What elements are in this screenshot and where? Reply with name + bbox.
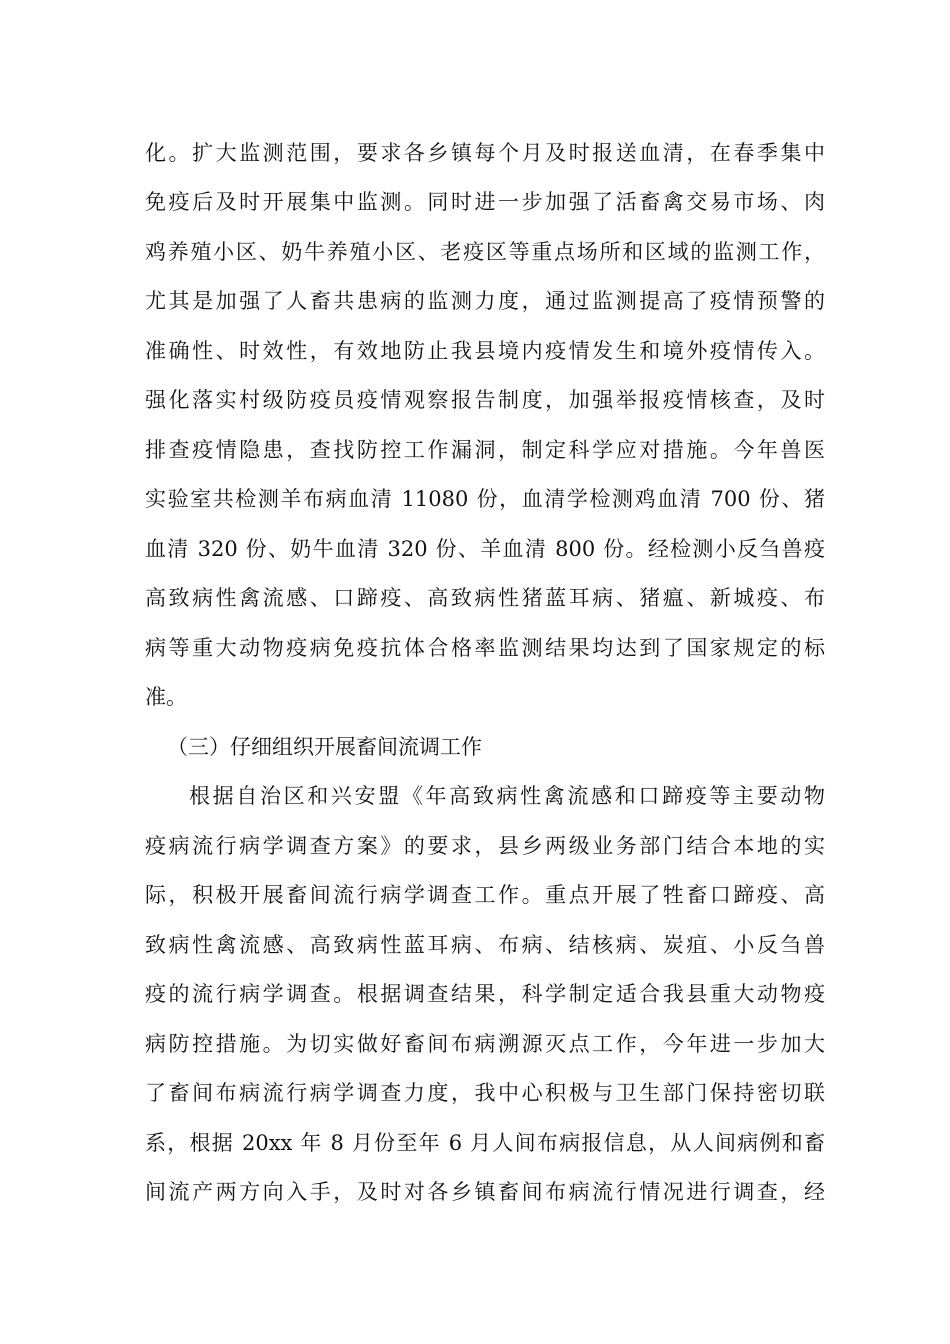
paragraph-line: 根据自治区和兴安盟《年高致病性禽流感和口蹄疫等主要动物: [189, 784, 825, 808]
paragraph-line: 病防控措施。为切实做好畜间布病溯源灭点工作，今年进一步加大: [145, 1032, 825, 1056]
paragraph-line: 了畜间布病流行病学调查力度，我中心积极与卫生部门保持密切联: [145, 1081, 825, 1105]
paragraph-line: 尤其是加强了人畜共患病的监测力度，通过监测提高了疫情预警的: [145, 289, 825, 313]
paragraph-line: 准确性、时效性，有效地防止我县境内疫情发生和境外疫情传入。: [145, 339, 825, 363]
paragraph-line: 排查疫情隐患，查找防控工作漏洞，制定科学应对措施。今年兽医: [145, 438, 825, 462]
paragraph-line: 际，积极开展畜间流行病学调查工作。重点开展了牲畜口蹄疫、高: [145, 883, 825, 907]
paragraph-line: 化。扩大监测范围，要求各乡镇每个月及时报送血清，在春季集中: [145, 141, 825, 165]
paragraph-line: 血清 320 份、奶牛血清 320 份、羊血清 800 份。经检测小反刍兽疫: [145, 537, 825, 561]
paragraph-line: 病等重大动物疫病免疫抗体合格率监测结果均达到了国家规定的标: [145, 636, 825, 660]
section-heading: （三）仔细组织开展畜间流调工作: [167, 735, 482, 759]
paragraph-line: 间流产两方向入手，及时对各乡镇畜间布病流行情况进行调查，经: [145, 1180, 825, 1204]
paragraph-line: 免疫后及时开展集中监测。同时进一步加强了活畜禽交易市场、肉: [145, 190, 825, 214]
paragraph-line: 疫的流行病学调查。根据调查结果，科学制定适合我县重大动物疫: [145, 982, 825, 1006]
paragraph-line: 准。: [145, 685, 187, 709]
paragraph-line: 致病性禽流感、高致病性蓝耳病、布病、结核病、炭疽、小反刍兽: [145, 933, 825, 957]
paragraph-line: 鸡养殖小区、奶牛养殖小区、老疫区等重点场所和区域的监测工作，: [145, 240, 825, 264]
paragraph-line: 高致病性禽流感、口蹄疫、高致病性猪蓝耳病、猪瘟、新城疫、布: [145, 586, 825, 610]
paragraph-line: 实验室共检测羊布病血清 11080 份，血清学检测鸡血清 700 份、猪: [145, 487, 825, 511]
paragraph-line: 系，根据 20xx 年 8 月份至年 6 月人间布病报信息，从人间病例和畜: [145, 1131, 825, 1155]
paragraph-line: 疫病流行病学调查方案》的要求，县乡两级业务部门结合本地的实: [145, 834, 825, 858]
paragraph-line: 强化落实村级防疫员疫情观察报告制度，加强举报疫情核查，及时: [145, 388, 825, 412]
